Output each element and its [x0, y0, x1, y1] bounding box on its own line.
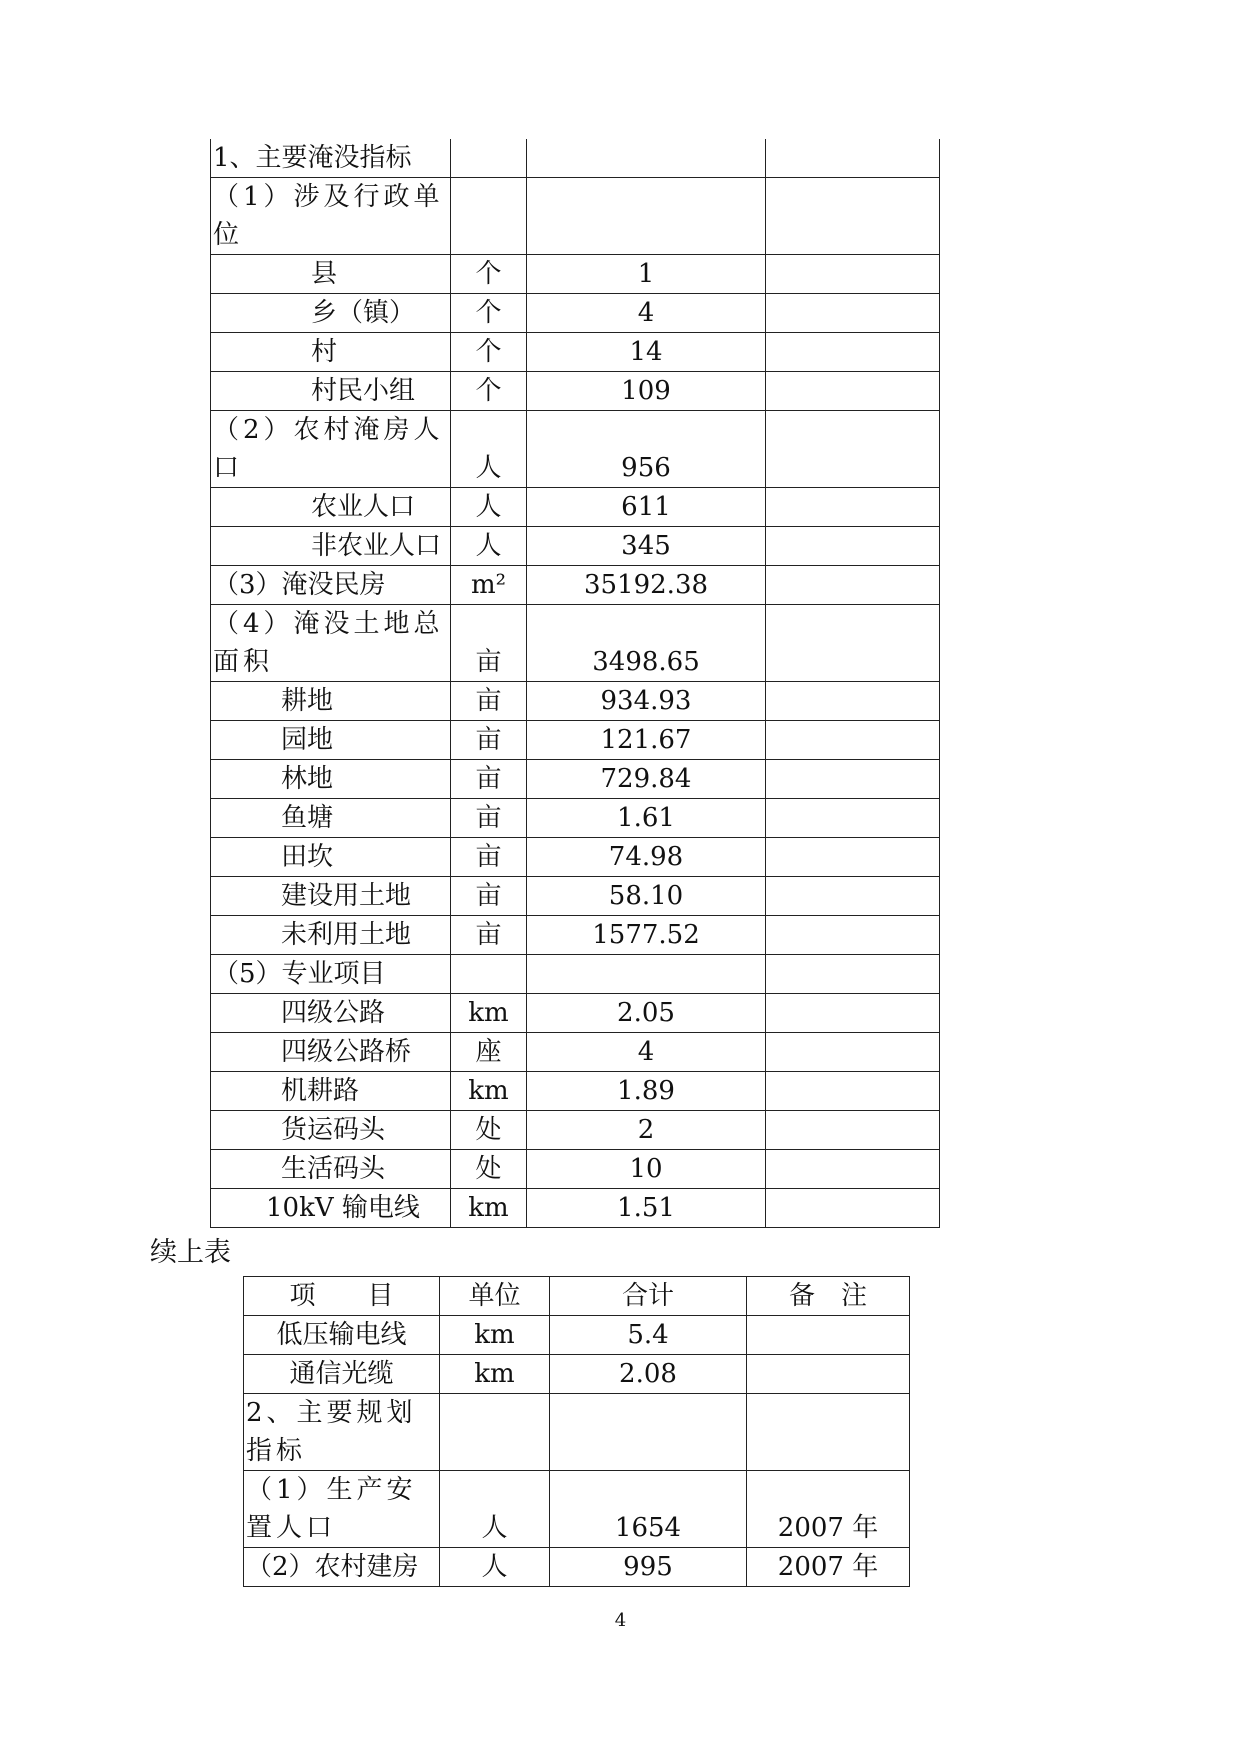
- cell-note: [747, 1355, 910, 1394]
- cell-item: 货运码头: [211, 1111, 451, 1150]
- cell-unit: 人: [451, 488, 527, 527]
- cell-note: [766, 838, 940, 877]
- table-row: [211, 955, 940, 994]
- cell-total: [527, 955, 766, 994]
- cell-item: 10kV 输电线: [211, 1189, 451, 1228]
- cell-note: [766, 994, 940, 1033]
- cell-total: 109: [527, 372, 766, 411]
- cell-unit: 处: [451, 1150, 527, 1189]
- cell-total: 956: [527, 411, 766, 488]
- table-row: [211, 411, 940, 488]
- cell-item: 鱼塘: [211, 799, 451, 838]
- cell-item: 四级公路桥: [211, 1033, 451, 1072]
- cell-item: （4）淹没土地总面积: [211, 605, 451, 682]
- table-row: [211, 372, 940, 411]
- cell-item: 田坎: [211, 838, 451, 877]
- cell-total: 2: [527, 1111, 766, 1150]
- table-row: [244, 1471, 910, 1548]
- cell-note: [766, 255, 940, 294]
- cell-item: 农业人口: [211, 488, 451, 527]
- cell-unit: m²: [451, 566, 527, 605]
- cell-unit: 亩: [451, 916, 527, 955]
- cell-note: [766, 1111, 940, 1150]
- cell-total: [527, 178, 766, 255]
- cell-unit: km: [440, 1355, 550, 1394]
- table-row: [211, 605, 940, 682]
- cell-unit: 个: [451, 255, 527, 294]
- cell-total: 611: [527, 488, 766, 527]
- cell-unit: 亩: [451, 605, 527, 682]
- cell-item: 机耕路: [211, 1072, 451, 1111]
- cell-item: 林地: [211, 760, 451, 799]
- header-unit: 单位: [440, 1277, 550, 1316]
- cell-note: [766, 1150, 940, 1189]
- cell-unit: 亩: [451, 877, 527, 916]
- table-row: [244, 1316, 910, 1355]
- cell-total: 995: [550, 1548, 747, 1587]
- table-row: [211, 799, 940, 838]
- cell-unit: 亩: [451, 721, 527, 760]
- cell-note: [766, 721, 940, 760]
- cell-item: 村民小组: [211, 372, 451, 411]
- table-row: [244, 1355, 910, 1394]
- cell-unit: 人: [451, 411, 527, 488]
- cell-item: 建设用土地: [211, 877, 451, 916]
- cell-item: 低压输电线: [244, 1316, 440, 1355]
- cell-total: 2.08: [550, 1355, 747, 1394]
- cell-item: 2、主要规划指标: [244, 1394, 440, 1471]
- cell-total: 58.10: [527, 877, 766, 916]
- cell-note: [766, 333, 940, 372]
- cell-note: 2007 年: [747, 1471, 910, 1548]
- table-row: [211, 760, 940, 799]
- cell-total: 729.84: [527, 760, 766, 799]
- cell-note: 2007 年: [747, 1548, 910, 1587]
- cell-total: 121.67: [527, 721, 766, 760]
- table-row: [211, 139, 940, 178]
- cell-unit: 人: [440, 1548, 550, 1587]
- cell-item: 非农业人口: [211, 527, 451, 566]
- cell-unit: 个: [451, 294, 527, 333]
- cell-note: [766, 877, 940, 916]
- header-note: 备 注: [747, 1277, 910, 1316]
- table-row: [244, 1394, 910, 1471]
- table-row: [211, 178, 940, 255]
- cell-unit: km: [451, 1189, 527, 1228]
- cell-note: [766, 488, 940, 527]
- table-row: [211, 916, 940, 955]
- cell-unit: km: [440, 1316, 550, 1355]
- cell-note: [766, 799, 940, 838]
- cell-unit: km: [451, 994, 527, 1033]
- table-row: [211, 1033, 940, 1072]
- table-row: [211, 1111, 940, 1150]
- cell-note: [747, 1316, 910, 1355]
- cell-note: [766, 372, 940, 411]
- table-row: [211, 1189, 940, 1228]
- cell-item: （3）淹没民房: [211, 566, 451, 605]
- cell-total: 1.51: [527, 1189, 766, 1228]
- cell-note: [766, 566, 940, 605]
- table-row: [211, 333, 940, 372]
- table-row: [244, 1548, 910, 1587]
- table-row: [211, 838, 940, 877]
- cell-item: （1）生产安置人口: [244, 1471, 440, 1548]
- table-row: [211, 721, 940, 760]
- cell-item: （5）专业项目: [211, 955, 451, 994]
- cell-unit: 亩: [451, 838, 527, 877]
- cell-total: 5.4: [550, 1316, 747, 1355]
- continued-label: 续上表: [150, 1237, 231, 1268]
- cell-unit: 个: [451, 372, 527, 411]
- cell-total: 4: [527, 294, 766, 333]
- header-total: 合计: [550, 1277, 747, 1316]
- cell-item: 未利用土地: [211, 916, 451, 955]
- cell-unit: 亩: [451, 799, 527, 838]
- cell-item: 村: [211, 333, 451, 372]
- table-row: [211, 488, 940, 527]
- cell-unit: [451, 139, 527, 178]
- cell-total: 1: [527, 255, 766, 294]
- cell-note: [766, 139, 940, 178]
- page-number: 4: [614, 1610, 627, 1631]
- cell-note: [766, 682, 940, 721]
- cell-note: [766, 527, 940, 566]
- cell-note: [766, 1189, 940, 1228]
- cell-unit: 亩: [451, 682, 527, 721]
- cell-total: 3498.65: [527, 605, 766, 682]
- table-header-row: [244, 1277, 910, 1316]
- cell-item: 乡（镇）: [211, 294, 451, 333]
- cell-unit: 亩: [451, 760, 527, 799]
- cell-item: （2）农村淹房人口: [211, 411, 451, 488]
- cell-unit: [451, 178, 527, 255]
- cell-note: [766, 760, 940, 799]
- cell-unit: 个: [451, 333, 527, 372]
- cell-note: [766, 294, 940, 333]
- cell-note: [766, 411, 940, 488]
- cell-total: 10: [527, 1150, 766, 1189]
- cell-total: 1.61: [527, 799, 766, 838]
- cell-item: 县: [211, 255, 451, 294]
- cell-item: 四级公路: [211, 994, 451, 1033]
- table-row: [211, 1150, 940, 1189]
- cell-total: 35192.38: [527, 566, 766, 605]
- cell-total: 1.89: [527, 1072, 766, 1111]
- cell-total: 345: [527, 527, 766, 566]
- cell-unit: 座: [451, 1033, 527, 1072]
- cell-item: （1）涉及行政单位: [211, 178, 451, 255]
- cell-note: [766, 178, 940, 255]
- cell-unit: [440, 1394, 550, 1471]
- cell-note: [747, 1394, 910, 1471]
- cell-item: （2）农村建房: [244, 1548, 440, 1587]
- cell-total: 1577.52: [527, 916, 766, 955]
- table-row: [211, 566, 940, 605]
- cell-item: 园地: [211, 721, 451, 760]
- table-row: [211, 994, 940, 1033]
- table-row: [211, 294, 940, 333]
- cell-item: 生活码头: [211, 1150, 451, 1189]
- cell-total: 14: [527, 333, 766, 372]
- cell-total: [527, 139, 766, 178]
- inundation-table: [210, 139, 940, 1228]
- cell-unit: 人: [440, 1471, 550, 1548]
- table-row: [211, 527, 940, 566]
- table-row: [211, 1072, 940, 1111]
- cell-note: [766, 1072, 940, 1111]
- cell-note: [766, 605, 940, 682]
- cell-unit: km: [451, 1072, 527, 1111]
- cell-total: 2.05: [527, 994, 766, 1033]
- cell-total: [550, 1394, 747, 1471]
- cell-total: 934.93: [527, 682, 766, 721]
- cell-unit: 处: [451, 1111, 527, 1150]
- cell-unit: [451, 955, 527, 994]
- cell-note: [766, 916, 940, 955]
- table-row: [211, 255, 940, 294]
- cell-total: 4: [527, 1033, 766, 1072]
- cell-unit: 人: [451, 527, 527, 566]
- table-row: [211, 682, 940, 721]
- cell-total: 1654: [550, 1471, 747, 1548]
- cell-note: [766, 955, 940, 994]
- cell-item: 1、主要淹没指标: [211, 139, 451, 178]
- header-item: 项 目: [244, 1277, 440, 1316]
- cell-total: 74.98: [527, 838, 766, 877]
- continued-table: [243, 1276, 910, 1587]
- cell-note: [766, 1033, 940, 1072]
- cell-item: 耕地: [211, 682, 451, 721]
- cell-item: 通信光缆: [244, 1355, 440, 1394]
- table-row: [211, 877, 940, 916]
